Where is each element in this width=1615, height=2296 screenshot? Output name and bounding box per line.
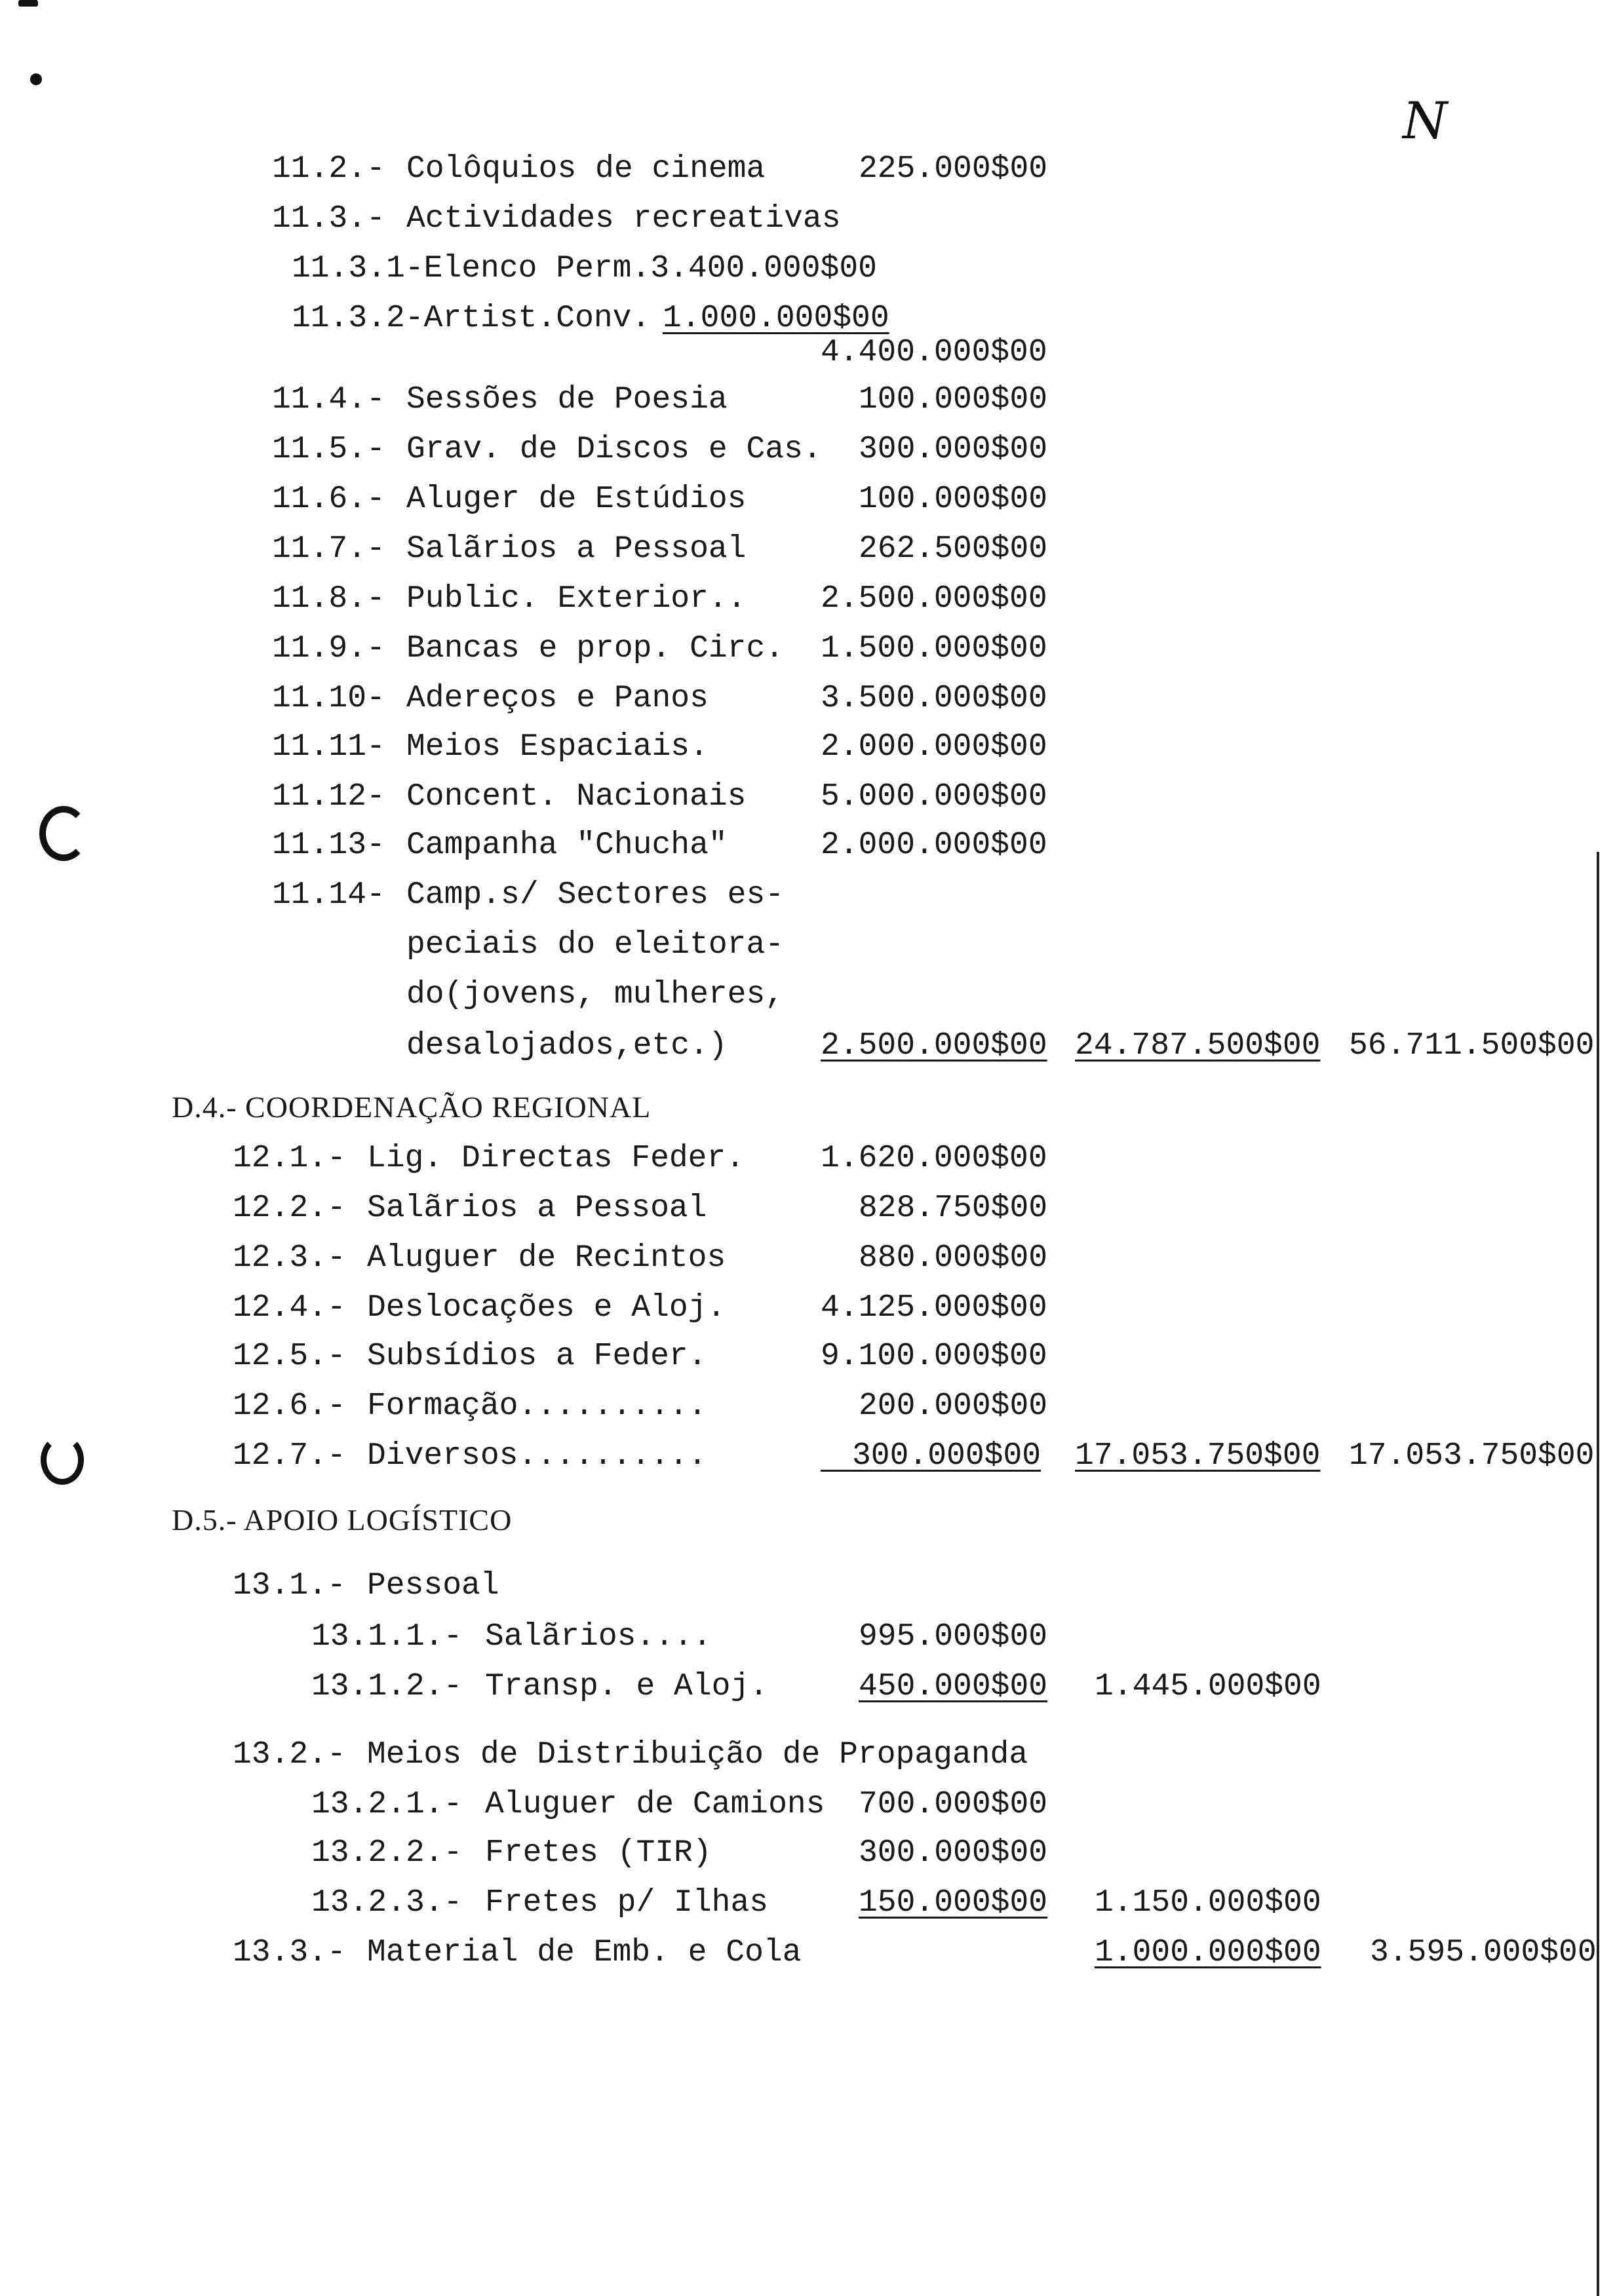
row-subtotal: 4.400.000$00 <box>821 335 1047 370</box>
row-desc: desalojados,etc.) <box>406 1028 728 1063</box>
row-value: 100.000$00 <box>859 482 1048 517</box>
row-subtotal: 1.445.000$00 <box>1095 1669 1321 1704</box>
row-desc: Diversos.......... <box>367 1438 707 1474</box>
row-desc: Material de Emb. e Cola <box>367 1935 802 1970</box>
row-value: 1.620.000$00 <box>821 1141 1047 1176</box>
row-subtotal: 1.000.000$00 <box>1095 1935 1321 1970</box>
row-value: 200.000$00 <box>859 1388 1048 1424</box>
row-code: 13.1.2.- <box>311 1669 463 1704</box>
row-value: 2.000.000$00 <box>821 828 1047 863</box>
row-desc: Aluguer de Camions <box>485 1787 825 1822</box>
row-text: 11.3.2-Artist.Conv. <box>292 301 651 336</box>
row-value: 4.125.000$00 <box>821 1290 1047 1326</box>
row-desc: Pessoal <box>367 1568 499 1603</box>
row-code: 11.4.- <box>272 382 385 417</box>
handwritten-initial: N <box>1403 92 1448 151</box>
row-code: 13.1.- <box>233 1568 346 1603</box>
row-desc: Meios Espaciais. <box>406 729 709 765</box>
row-code: 11.10- <box>272 681 385 716</box>
row-value: 100.000$00 <box>859 382 1048 417</box>
row-desc: Lig. Directas Feder. <box>367 1141 745 1176</box>
row-desc: Campanha "Chucha" <box>406 828 728 863</box>
row-code: 11.6.- <box>272 482 385 517</box>
row-desc: Sessões de Poesia <box>406 382 728 417</box>
row-desc: Bancas e prop. Circ. <box>406 631 785 666</box>
row-desc: Camp.s/ Sectores es- <box>406 877 785 913</box>
row-value: 150.000$00 <box>859 1885 1048 1921</box>
row-value: 2.000.000$00 <box>821 729 1047 765</box>
row-value: 1.000.000$00 <box>663 301 889 336</box>
row-code: 12.5.- <box>233 1339 346 1374</box>
row-subtotal: 17.053.750$00 <box>1075 1438 1321 1474</box>
row-code: 11.8.- <box>272 581 385 617</box>
row-subtotal: 1.150.000$00 <box>1095 1885 1321 1921</box>
row-code: 13.2.1.- <box>311 1787 463 1822</box>
row-code: 11.11- <box>272 729 385 765</box>
row-subtotal: 24.787.500$00 <box>1075 1028 1321 1063</box>
row-code: 13.1.1.- <box>311 1619 463 1655</box>
row-value-text: 300.000$00 <box>852 1438 1041 1474</box>
row-desc: Salãrios.... <box>485 1619 712 1655</box>
row-value: 1.500.000$00 <box>821 631 1047 666</box>
row-value: 2.500.000$00 <box>821 581 1047 617</box>
row-desc: Formação.......... <box>367 1388 707 1424</box>
row-desc: Aluguer de Recintos <box>367 1240 726 1276</box>
punch-hole-mark <box>39 806 88 861</box>
row-code: 12.6.- <box>233 1388 346 1424</box>
row-code: 11.9.- <box>272 631 385 666</box>
row-code: 11.7.- <box>272 531 385 567</box>
scan-speck <box>30 73 42 85</box>
row-desc: Meios de Distribuição de Propaganda <box>367 1737 1028 1772</box>
row-desc: do(jovens, mulheres, <box>406 977 785 1012</box>
row-desc: Adereços e Panos <box>406 681 709 716</box>
row-desc: Subsídios a Feder. <box>367 1339 707 1374</box>
row-text: 11.3.1-Elenco Perm.3.400.000$00 <box>292 251 877 286</box>
row-code: 13.2.3.- <box>311 1885 463 1921</box>
row-value: 262.500$00 <box>859 531 1048 567</box>
row-desc: Deslocações e Aloj. <box>367 1290 726 1326</box>
row-desc: Salãrios a Pessoal <box>367 1191 707 1226</box>
row-total: 17.053.750$00 <box>1349 1438 1595 1474</box>
row-code: 12.1.- <box>233 1141 346 1176</box>
row-desc: Salãrios a Pessoal <box>406 531 747 567</box>
row-value: 995.000$00 <box>859 1619 1048 1655</box>
row-desc: Colôquios de cinema <box>406 151 766 187</box>
section-heading: D.5.- APOIO LOGÍSTICO <box>172 1503 513 1537</box>
row-code: 13.2.- <box>233 1737 346 1772</box>
row-code: 12.4.- <box>233 1290 346 1326</box>
row-value: 225.000$00 <box>859 151 1048 187</box>
row-code: 11.14- <box>272 877 385 913</box>
row-value: 3.500.000$00 <box>821 681 1047 716</box>
row-desc: peciais do eleitora- <box>406 927 785 963</box>
scan-speck <box>18 0 38 7</box>
row-value: 300.000$00 <box>859 1835 1048 1871</box>
row-value: 2.500.000$00 <box>821 1028 1047 1063</box>
row-desc: Aluger de Estúdios <box>406 482 747 517</box>
row-value: 450.000$00 <box>859 1669 1048 1704</box>
row-desc: Public. Exterior.. <box>406 581 747 617</box>
row-desc: Transp. e Aloj. <box>485 1669 769 1704</box>
row-code: 11.13- <box>272 828 385 863</box>
row-code: 12.2.- <box>233 1191 346 1226</box>
punch-hole-mark <box>41 1435 84 1485</box>
row-code: 11.3.- <box>272 201 385 237</box>
row-value: 9.100.000$00 <box>821 1339 1047 1374</box>
row-value <box>821 1436 1041 1476</box>
row-value: 880.000$00 <box>859 1240 1048 1276</box>
page-edge-line <box>1597 852 1599 2296</box>
row-desc: Concent. Nacionais <box>406 779 747 814</box>
row-code: 11.5.- <box>272 432 385 467</box>
row-desc: Fretes p/ Ilhas <box>485 1885 769 1921</box>
row-value: 300.000$00 <box>859 432 1048 467</box>
row-desc: Grav. de Discos e Cas. <box>406 432 822 467</box>
row-code: 12.7.- <box>233 1438 346 1474</box>
row-code: 11.2.- <box>272 151 385 187</box>
section-heading: D.4.- COORDENAÇÃO REGIONAL <box>172 1090 652 1124</box>
row-value: 828.750$00 <box>859 1191 1048 1226</box>
row-desc: Fretes (TIR) <box>485 1835 712 1871</box>
row-code: 12.3.- <box>233 1240 346 1276</box>
row-total: 3.595.000$00 <box>1370 1935 1597 1970</box>
row-desc: Actividades recreativas <box>406 201 841 237</box>
row-value: 700.000$00 <box>859 1787 1048 1822</box>
row-value: 5.000.000$00 <box>821 779 1047 814</box>
row-code: 13.2.2.- <box>311 1835 463 1871</box>
row-code: 11.12- <box>272 779 385 814</box>
row-total: 56.711.500$00 <box>1349 1028 1595 1063</box>
row-code: 13.3.- <box>233 1935 346 1970</box>
